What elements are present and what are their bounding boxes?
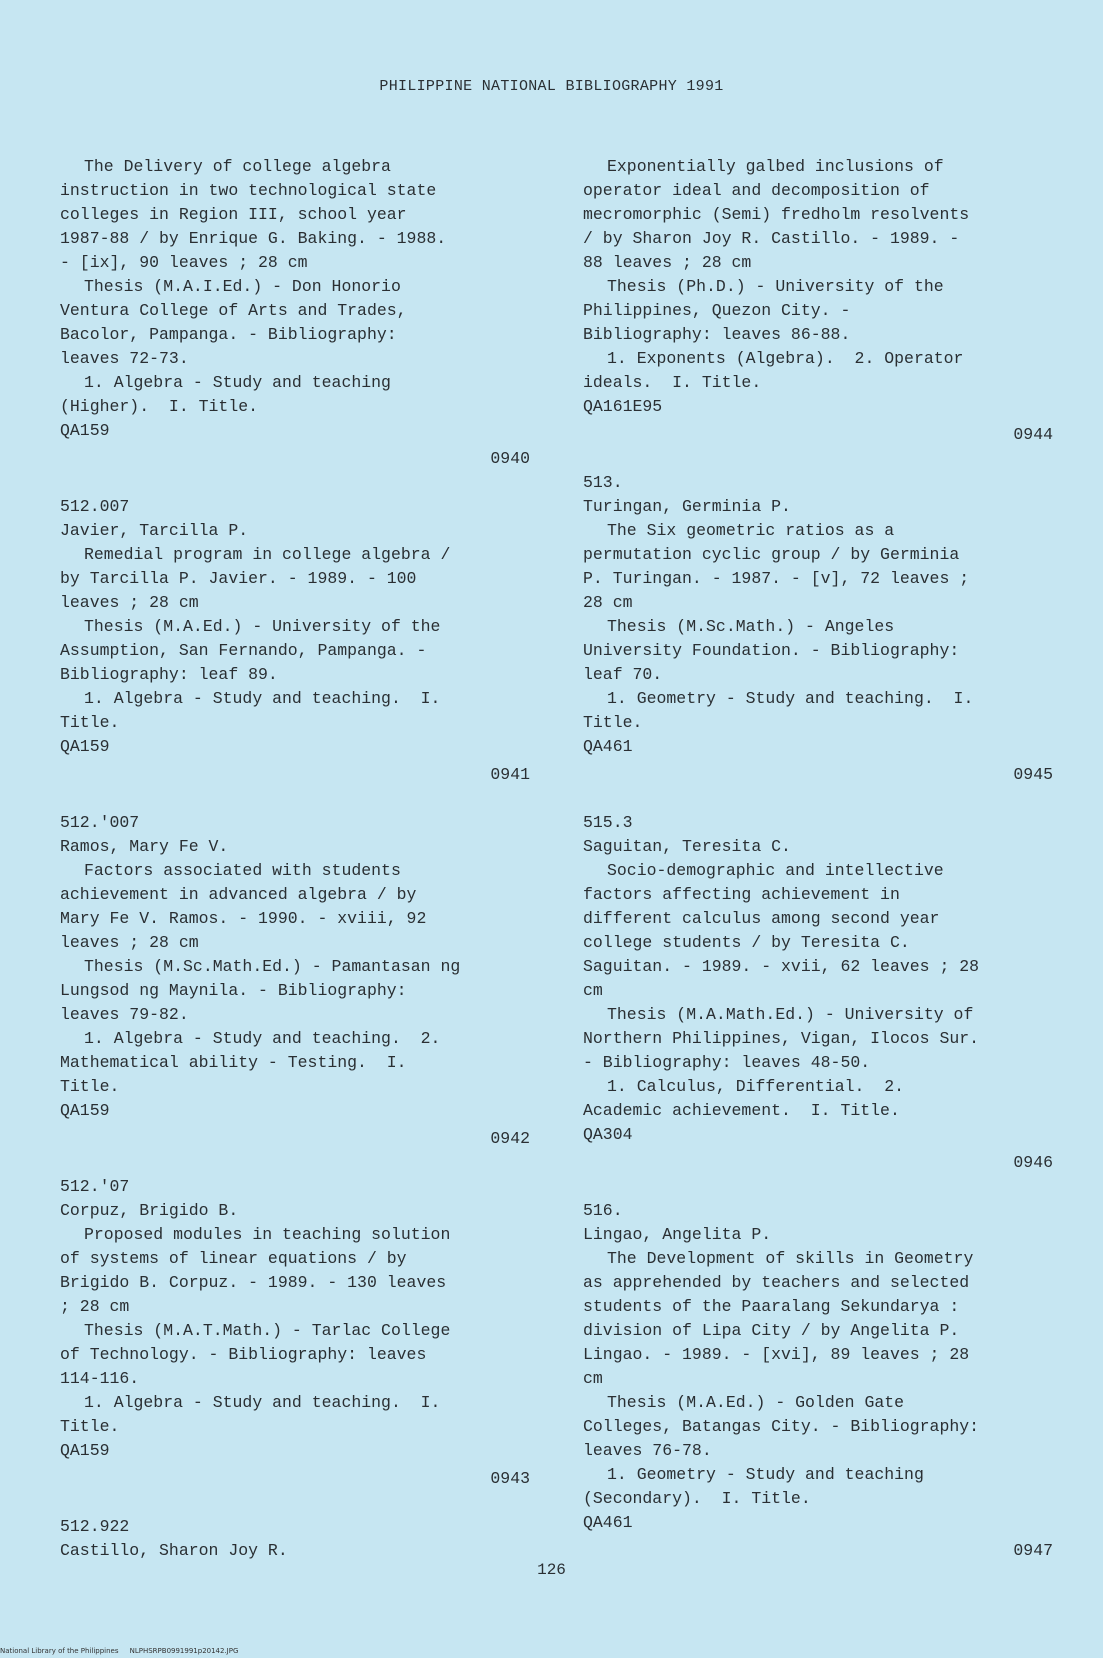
entry-line: Thesis (M.A.Ed.) - Golden Gate <box>607 1393 905 1412</box>
entry-line: leaf 70. <box>583 665 663 684</box>
scan-footer: National Library of the Philippines NLPHSRPB0991991p20142.JPG <box>0 1647 239 1655</box>
entry-line: students of the Paaralang Sekundarya : <box>583 1297 960 1316</box>
bibliography-entry <box>60 495 530 787</box>
entry-line: Thesis (M.A.Ed.) - University of the <box>84 617 441 636</box>
entry-number: 0941 <box>490 765 530 784</box>
entry-line: Colleges, Batangas City. - Bibliography: <box>583 1417 980 1436</box>
entry-line: - [ix], 90 leaves ; 28 cm <box>60 253 308 272</box>
bibliography-entry <box>583 471 1053 787</box>
entry-line: QA461 <box>583 1513 633 1532</box>
class-number: 512.922 <box>60 1517 130 1536</box>
entry-line: Title. <box>583 713 643 732</box>
entry-line: 1. Calculus, Differential. 2. <box>607 1077 905 1096</box>
class-number: 512.'007 <box>60 813 140 832</box>
entry-line: Thesis (Ph.D.) - University of the <box>607 277 944 296</box>
entry-author: Corpuz, Brigido B. <box>60 1201 239 1220</box>
entry-line: Lungsod ng Maynila. - Bibliography: <box>60 981 407 1000</box>
entry-number: 0942 <box>490 1129 530 1148</box>
class-number: 512.007 <box>60 497 130 516</box>
entry-author: Lingao, Angelita P. <box>583 1225 772 1244</box>
entry-line: QA304 <box>583 1125 633 1144</box>
entry-line: QA159 <box>60 1441 110 1460</box>
entry-line: instruction in two technological state <box>60 181 437 200</box>
entry-line: - Bibliography: leaves 48-50. <box>583 1053 871 1072</box>
entry-line: different calculus among second year <box>583 909 940 928</box>
entry-line: Thesis (M.Sc.Math.) - Angeles <box>607 617 895 636</box>
entry-line: QA461 <box>583 737 633 756</box>
left-column <box>60 155 530 1563</box>
entry-line: mecromorphic (Semi) fredholm resolvents <box>583 205 970 224</box>
entry-line: 1. Algebra - Study and teaching. I. <box>84 1393 441 1412</box>
entry-number: 0945 <box>1013 765 1053 784</box>
entry-line: permutation cyclic group / by Germinia <box>583 545 960 564</box>
entry-line: Bibliography: leaf 89. <box>60 665 278 684</box>
entry-line: as apprehended by teachers and selected <box>583 1273 970 1292</box>
entry-line: Assumption, San Fernando, Pampanga. - <box>60 641 427 660</box>
entry-line: / by Sharon Joy R. Castillo. - 1989. - <box>583 229 960 248</box>
class-number: 515.3 <box>583 813 633 832</box>
bibliography-entry <box>60 1175 530 1491</box>
entry-line: University Foundation. - Bibliography: <box>583 641 960 660</box>
entry-number: 0944 <box>1013 425 1053 444</box>
entry-line: college students / by Teresita C. <box>583 933 910 952</box>
entry-line: operator ideal and decomposition of <box>583 181 930 200</box>
entry-line: Exponentially galbed inclusions of <box>607 157 944 176</box>
entry-line: leaves 79-82. <box>60 1005 189 1024</box>
bibliography-entry <box>60 155 530 471</box>
entry-line: division of Lipa City / by Angelita P. <box>583 1321 960 1340</box>
entry-line: Title. <box>60 1077 120 1096</box>
entry-author: Turingan, Germinia P. <box>583 497 791 516</box>
entry-line: Brigido B. Corpuz. - 1989. - 130 leaves <box>60 1273 447 1292</box>
entry-line: Saguitan. - 1989. - xvii, 62 leaves ; 28 <box>583 957 980 976</box>
entry-line: of Technology. - Bibliography: leaves <box>60 1345 427 1364</box>
entry-line: of systems of linear equations / by <box>60 1249 407 1268</box>
entry-line: 1. Geometry - Study and teaching <box>607 1465 924 1484</box>
entry-line: Bibliography: leaves 86-88. <box>583 325 851 344</box>
entry-line: The Delivery of college algebra <box>84 157 391 176</box>
entry-line: Thesis (M.A.Math.Ed.) - University of <box>607 1005 974 1024</box>
entry-line: cm <box>583 1369 603 1388</box>
entry-line: 1. Geometry - Study and teaching. I. <box>607 689 974 708</box>
entry-line: Bacolor, Pampanga. - Bibliography: <box>60 325 397 344</box>
entry-line: Northern Philippines, Vigan, Ilocos Sur. <box>583 1029 980 1048</box>
entry-line: QA159 <box>60 737 110 756</box>
entry-line: cm <box>583 981 603 1000</box>
entry-line: Philippines, Quezon City. - <box>583 301 851 320</box>
entry-line: leaves 76-78. <box>583 1441 712 1460</box>
entry-line: 1. Algebra - Study and teaching. I. <box>84 689 441 708</box>
entry-line: factors affecting achievement in <box>583 885 900 904</box>
entry-line: Remedial program in college algebra / <box>84 545 451 564</box>
entry-line: leaves 72-73. <box>60 349 189 368</box>
entry-line: Title. <box>60 1417 120 1436</box>
entry-line: P. Turingan. - 1987. - [v], 72 leaves ; <box>583 569 970 588</box>
entry-line: The Six geometric ratios as a <box>607 521 895 540</box>
entry-line: Proposed modules in teaching solution <box>84 1225 451 1244</box>
entry-line: QA161E95 <box>583 397 663 416</box>
right-column <box>583 155 1053 1587</box>
class-number: 512.'07 <box>60 1177 130 1196</box>
entry-line: Title. <box>60 713 120 732</box>
entry-line: Mary Fe V. Ramos. - 1990. - xviii, 92 <box>60 909 427 928</box>
entry-number: 0940 <box>490 449 530 468</box>
entry-author: Ramos, Mary Fe V. <box>60 837 229 856</box>
entry-author: Saguitan, Teresita C. <box>583 837 791 856</box>
entry-line: ; 28 cm <box>60 1297 130 1316</box>
entry-line: 1. Exponents (Algebra). 2. Operator <box>607 349 964 368</box>
entry-line: colleges in Region III, school year <box>60 205 407 224</box>
bibliography-entry <box>583 811 1053 1175</box>
entry-line: by Tarcilla P. Javier. - 1989. - 100 <box>60 569 417 588</box>
entry-line: Factors associated with students <box>84 861 401 880</box>
bibliography-entry <box>60 1515 530 1563</box>
entry-line: Socio-demographic and intellective <box>607 861 944 880</box>
page-header: PHILIPPINE NATIONAL BIBLIOGRAPHY 1991 <box>379 78 724 95</box>
entry-line: Thesis (M.Sc.Math.Ed.) - Pamantasan ng <box>84 957 461 976</box>
bibliography-entry <box>583 1199 1053 1563</box>
class-number: 513. <box>583 473 623 492</box>
entry-line: leaves ; 28 cm <box>60 593 199 612</box>
entry-line: leaves ; 28 cm <box>60 933 199 952</box>
page-number: 126 <box>537 1561 566 1579</box>
entry-line: (Higher). I. Title. <box>60 397 259 416</box>
entry-line: 114-116. <box>60 1369 140 1388</box>
entry-line: ideals. I. Title. <box>583 373 762 392</box>
entry-author: Javier, Tarcilla P. <box>60 521 249 540</box>
entry-line: The Development of skills in Geometry <box>607 1249 974 1268</box>
entry-line: Mathematical ability - Testing. I. <box>60 1053 407 1072</box>
entry-line: 88 leaves ; 28 cm <box>583 253 752 272</box>
entry-line: 1987-88 / by Enrique G. Baking. - 1988. <box>60 229 447 248</box>
entry-line: 1. Algebra - Study and teaching. 2. <box>84 1029 441 1048</box>
entry-line: (Secondary). I. Title. <box>583 1489 811 1508</box>
entry-line: Thesis (M.A.T.Math.) - Tarlac College <box>84 1321 451 1340</box>
entry-number: 0947 <box>1013 1541 1053 1560</box>
entry-number: 0946 <box>1013 1153 1053 1172</box>
entry-line: Academic achievement. I. Title. <box>583 1101 900 1120</box>
entry-number: 0943 <box>490 1469 530 1488</box>
bibliography-entry <box>60 811 530 1151</box>
bibliography-entry <box>583 155 1053 447</box>
entry-author: Castillo, Sharon Joy R. <box>60 1541 288 1560</box>
entry-line: QA159 <box>60 421 110 440</box>
entry-line: 1. Algebra - Study and teaching <box>84 373 391 392</box>
entry-line: Lingao. - 1989. - [xvi], 89 leaves ; 28 <box>583 1345 970 1364</box>
entry-line: Thesis (M.A.I.Ed.) - Don Honorio <box>84 277 401 296</box>
entry-line: Ventura College of Arts and Trades, <box>60 301 407 320</box>
entry-line: QA159 <box>60 1101 110 1120</box>
entry-line: achievement in advanced algebra / by <box>60 885 417 904</box>
class-number: 516. <box>583 1201 623 1220</box>
entry-line: 28 cm <box>583 593 633 612</box>
